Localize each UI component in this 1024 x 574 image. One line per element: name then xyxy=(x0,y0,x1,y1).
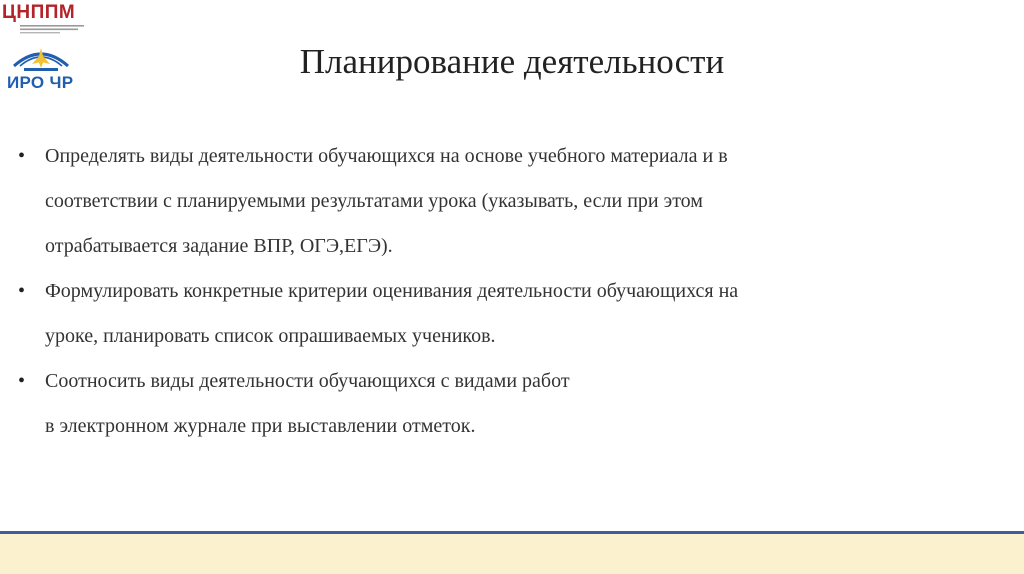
bullet-text-line: уроке, планировать список опрашиваемых учеников. xyxy=(45,325,496,347)
bullet-item xyxy=(18,134,978,269)
footer-band xyxy=(0,534,1024,574)
bullet-text-line: Соотносить виды деятельности обучающихся с видами работ xyxy=(45,370,570,392)
slide-title: Планирование деятельности xyxy=(299,42,725,81)
bullet-icon: • xyxy=(18,145,26,167)
cnppm-logo-icon xyxy=(20,24,84,34)
bullet-icon: • xyxy=(18,280,26,302)
bullet-list xyxy=(18,134,978,449)
bullet-item xyxy=(18,359,978,449)
bullet-text-line: в электронном журнале при выставлении отметок. xyxy=(45,415,476,437)
bullet-text-line: соответствии с планируемыми результатами урока (указывать, если при этом xyxy=(45,190,703,212)
cnppm-logo-text: ЦНППМ xyxy=(2,2,76,23)
bullet-icon: • xyxy=(18,370,26,392)
bullet-text-line: Определять виды деятельности обучающихся на основе учебного материала и в xyxy=(45,145,728,167)
bullet-text-line: Формулировать конкретные критерии оценивания деятельности обучающихся на xyxy=(45,280,739,302)
bullet-text-line: отрабатывается задание ВПР, ОГЭ,ЕГЭ). xyxy=(45,235,393,257)
cnppm-logo xyxy=(0,2,92,36)
bullet-item xyxy=(18,269,978,359)
iro-logo-text: ИРО ЧР xyxy=(7,73,74,92)
